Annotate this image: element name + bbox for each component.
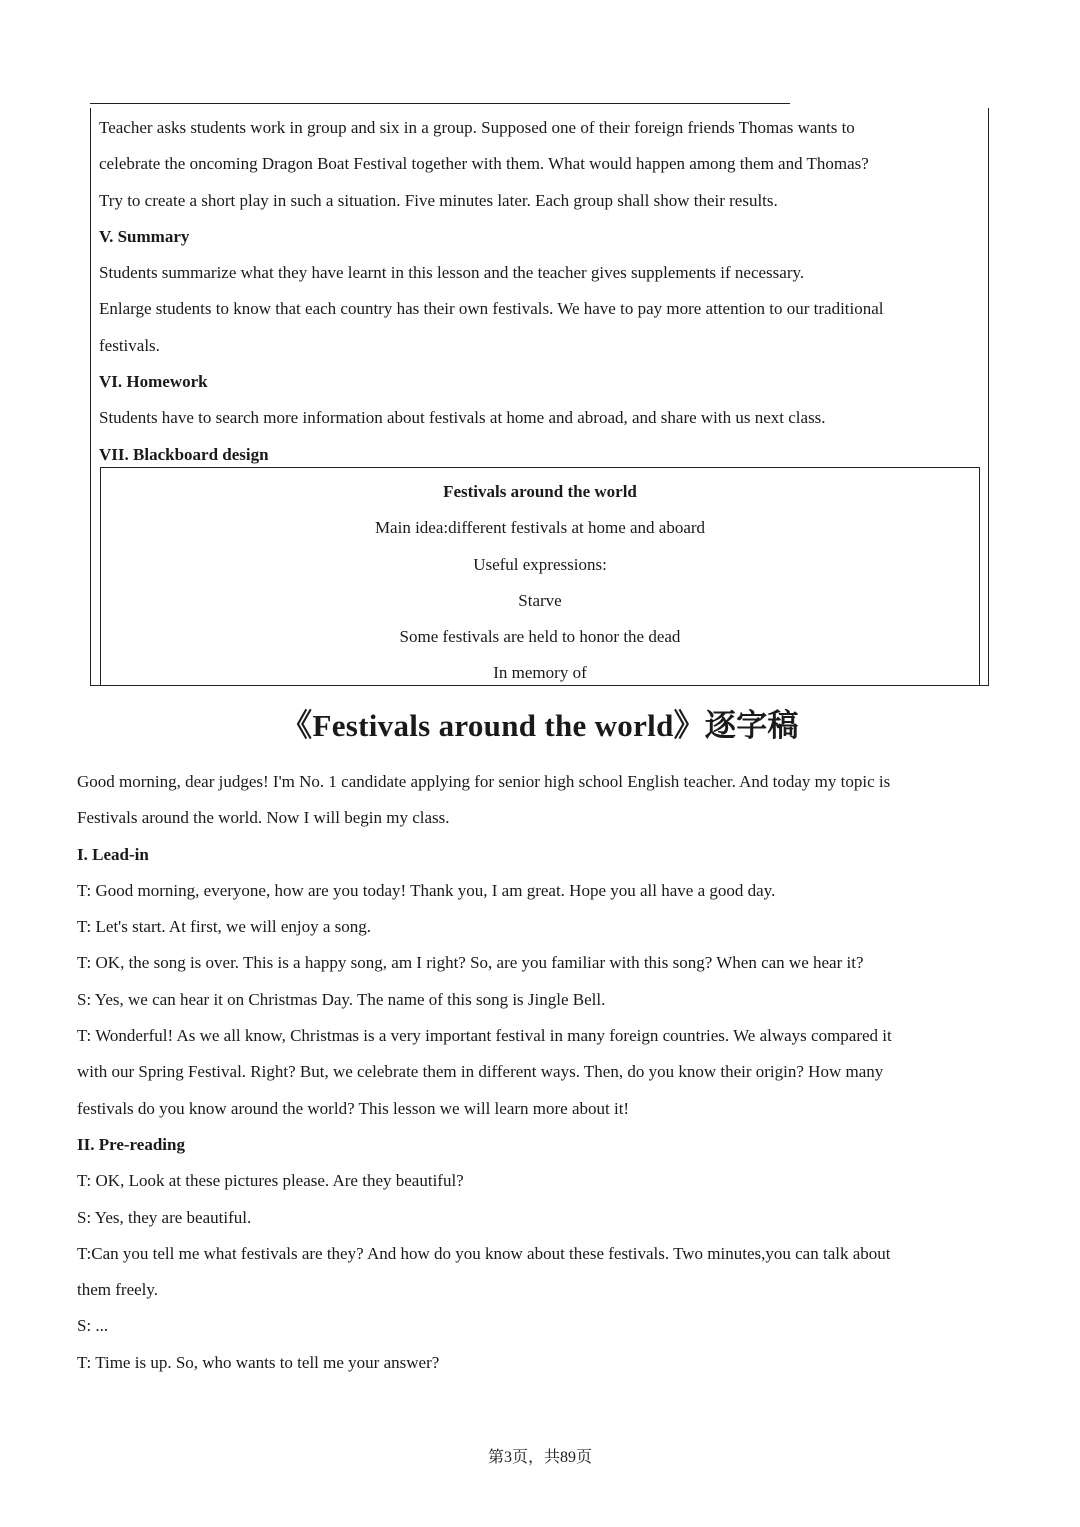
blackboard-title: Festivals around the world [443,482,637,501]
dialogue-line: T: Good morning, everyone, how are you today! Thank you, I am great. Hope you all have a good day. [77,880,776,900]
dialogue-line: T: Wonderful! As we all know, Christmas is a very important festival in many foreign countries. We always compared it [77,1026,892,1046]
summary-line: festivals. [99,335,160,355]
verbatim-script [77,764,997,1381]
leadin-heading: I. Lead-in [77,844,149,864]
homework-line: Students have to search more information about festivals at home and abroad, and share with us next class. [99,408,826,428]
summary-line: Students summarize what they have learnt in this lesson and the teacher gives supplements if necessary. [99,263,805,283]
summary-heading: V. Summary [99,226,190,246]
dialogue-line: T:Can you tell me what festivals are they? And how do you know about these festivals. Two minutes,you can talk about [77,1243,891,1263]
script-title: 《Festivals around the world》逐字稿 [281,708,799,743]
group-play-line: Try to create a short play in such a situation. Five minutes later. Each group shall show their results. [99,190,778,210]
dialogue-line: S: ... [77,1316,109,1336]
dialogue-line: T: OK, Look at these pictures please. Are they beautiful? [77,1171,464,1191]
blackboard-heading: VII. Blackboard design [99,444,269,464]
intro-line: Good morning, dear judges! I'm No. 1 candidate applying for senior high school English teacher. And today my topic is [77,772,891,791]
summary-line: Enlarge students to know that each country has their own festivals. We have to pay more attention to our traditional [99,299,884,319]
lesson-plan-content [99,110,984,473]
dialogue-line: T: OK, the song is over. This is a happy song, am I right? So, are you familiar with this song? When can we hear it? [77,953,864,973]
table-top-rule [90,103,790,104]
group-play-line: celebrate the oncoming Dragon Boat Festival together with them. What would happen among them and Thomas? [99,154,869,174]
dialogue-line: S: Yes, we can hear it on Christmas Day. The name of this song is Jingle Bell. [77,989,606,1009]
blackboard-line: Some festivals are held to honor the dead [399,627,681,647]
blackboard-line: Main idea:different festivals at home and aboard [374,518,706,538]
page-number-footer: 第3页，共89页 [487,1449,592,1466]
dialogue-line: S: Yes, they are beautiful. [77,1207,252,1227]
dialogue-line: with our Spring Festival. Right? But, we celebrate them in different ways. Then, do you know their origin? How many [77,1062,884,1082]
dialogue-line: T: Time is up. So, who wants to tell me your answer? [77,1352,440,1372]
homework-heading: VI. Homework [99,372,208,392]
dialogue-line: festivals do you know around the world? This lesson we will learn more about it! [77,1098,630,1118]
prereading-heading: II. Pre-reading [77,1134,185,1154]
blackboard-line: Useful expressions: [473,554,607,574]
blackboard-line: In memory of [493,663,587,683]
intro-line: Festivals around the world. Now I will begin my class. [77,808,450,828]
group-play-line: Teacher asks students work in group and six in a group. Supposed one of their foreign friends Thomas wants to [99,118,855,137]
dialogue-line: T: Let's start. At first, we will enjoy a song. [77,917,372,937]
blackboard-line: Starve [518,590,562,610]
blackboard-design-box [100,467,980,686]
dialogue-line: them freely. [77,1280,159,1300]
